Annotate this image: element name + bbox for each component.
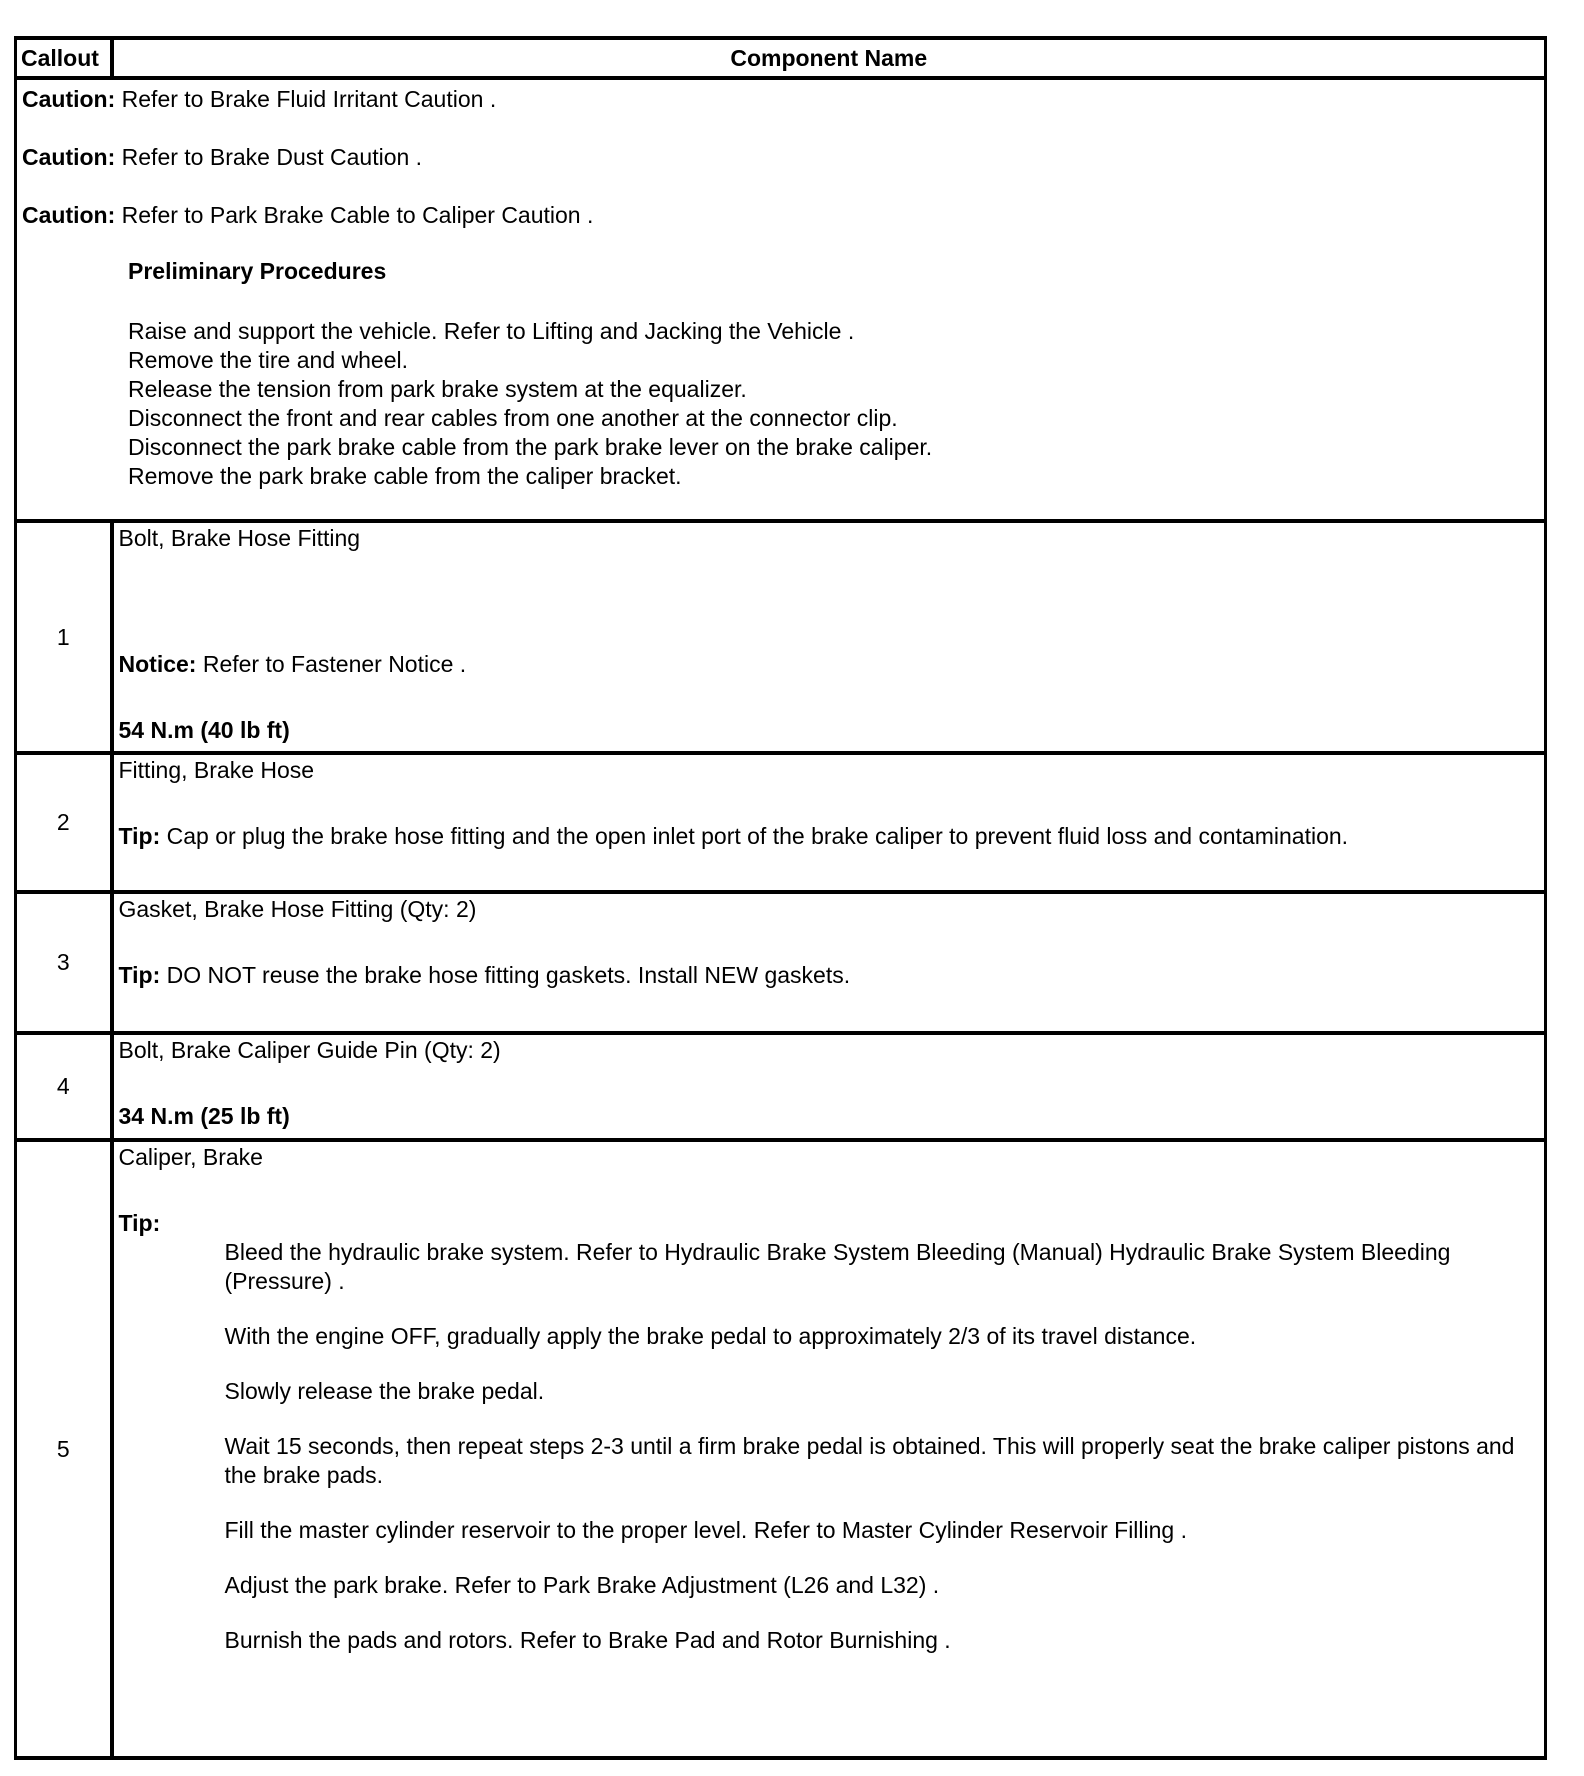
callout-number: 4 [16,1033,112,1140]
preliminary-title: Preliminary Procedures [128,258,387,284]
component-cell [112,753,1546,892]
component-name: Gasket, Brake Hose Fitting (Qty: 2) [118,896,477,922]
table-row [16,1033,1546,1140]
component-cell [112,1033,1546,1140]
caution-1: Caution: Refer to Brake Fluid Irritant Caution . [22,86,497,112]
tip-steps [225,1238,1545,1655]
tip: Tip: DO NOT reuse the brake hose fitting gaskets. Install NEW gaskets. [118,962,851,988]
table-row [16,521,1546,753]
callout-number: 3 [16,892,112,1033]
header-callout: Callout [16,38,112,78]
caution-3: Caution: Refer to Park Brake Cable to Caliper Caution . [22,202,594,228]
component-cell [112,892,1546,1033]
component-name: Bolt, Brake Caliper Guide Pin (Qty: 2) [118,1037,501,1063]
table-row [16,1140,1546,1758]
list-item: Bleed the hydraulic brake system. Refer to Hydraulic Brake System Bleeding (Manual) Hydraulic Brake System Bleeding (Pressure) . [224,1239,1451,1294]
preliminary-steps [128,317,1544,491]
component-name: Caliper, Brake [118,1144,263,1170]
component-table [14,36,1547,1760]
list-item: Wait 15 seconds, then repeat steps 2-3 until a firm brake pedal is obtained. This will properly seat the brake caliper pistons and the brake pads. [224,1433,1515,1488]
table-row [16,892,1546,1033]
notice: Notice: Refer to Fastener Notice . [118,651,467,677]
list-item: Fill the master cylinder reservoir to the proper level. Refer to Master Cylinder Reservoir Filling . [224,1517,1187,1543]
header-component-name: Component Name [112,38,1546,78]
torque-spec: 34 N.m (25 lb ft) [118,1103,290,1129]
list-item: Raise and support the vehicle. Refer to Lifting and Jacking the Vehicle . [128,318,855,344]
callout-number: 5 [16,1140,112,1758]
list-item: Disconnect the front and rear cables from one another at the connector clip. [128,405,898,431]
tip: Tip: Cap or plug the brake hose fitting and the open inlet port of the brake caliper to prevent fluid loss and contamination. [118,823,1349,849]
tip-label: Tip: [118,1210,161,1236]
component-cell [112,521,1546,753]
list-item: Disconnect the park brake cable from the park brake lever on the brake caliper. [128,434,933,460]
caution-2: Caution: Refer to Brake Dust Caution . [22,144,423,170]
table-header-row [16,38,1546,78]
component-name: Fitting, Brake Hose [118,757,315,783]
list-item: Slowly release the brake pedal. [224,1378,545,1404]
list-item: Burnish the pads and rotors. Refer to Brake Pad and Rotor Burnishing . [224,1627,951,1653]
table-row [16,753,1546,892]
callout-number: 1 [16,521,112,753]
component-name: Bolt, Brake Hose Fitting [118,525,361,551]
component-cell [112,1140,1546,1758]
caution-cell [16,78,1546,521]
list-item: Adjust the park brake. Refer to Park Brake Adjustment (L26 and L32) . [224,1572,940,1598]
list-item: Release the tension from park brake system at the equalizer. [128,376,747,402]
list-item: Remove the park brake cable from the caliper bracket. [128,463,682,489]
callout-number: 2 [16,753,112,892]
list-item: Remove the tire and wheel. [128,347,408,373]
list-item: With the engine OFF, gradually apply the brake pedal to approximately 2/3 of its travel distance. [224,1323,1197,1349]
torque-spec: 54 N.m (40 lb ft) [118,717,290,743]
caution-preliminary-row [16,78,1546,521]
